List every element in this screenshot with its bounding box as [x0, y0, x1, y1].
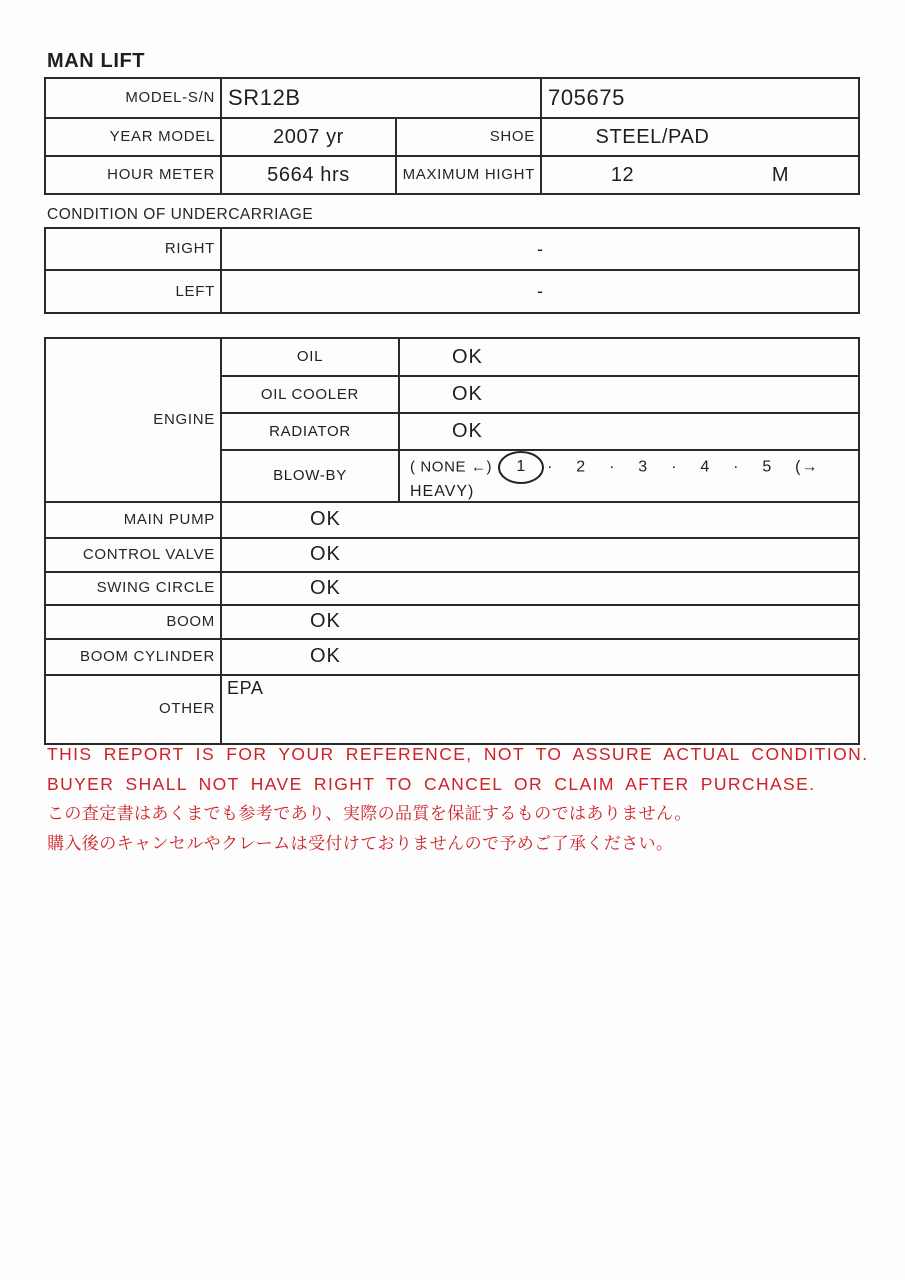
undercarriage-title: CONDITION OF UNDERCARRIAGE: [47, 206, 314, 223]
row-boom-cylinder: [45, 639, 859, 675]
engine-label: ENGINE: [45, 338, 221, 502]
undercarriage-row-left: [45, 270, 859, 313]
left-label: LEFT: [45, 270, 221, 313]
maximum-hight-label: MAXIMUM HIGHT: [396, 156, 541, 194]
model-value: SR12B: [221, 78, 541, 118]
row-boom: [45, 605, 859, 639]
row-other: [45, 675, 859, 744]
year-value: 2007 yr: [221, 118, 396, 156]
oil-label: OIL: [221, 338, 399, 376]
boom-label: BOOM: [45, 605, 221, 639]
boom-cylinder-label: BOOM CYLINDER: [45, 639, 221, 675]
right-value: -: [221, 228, 859, 270]
model-sn-label: MODEL-S/N: [45, 78, 221, 118]
oil-value: OK: [399, 338, 859, 376]
control-valve-label: CONTROL VALVE: [45, 538, 221, 572]
undercarriage-table: [44, 227, 860, 314]
undercarriage-row-right: [45, 228, 859, 270]
swing-circle-label: SWING CIRCLE: [45, 572, 221, 605]
page-title: MAN LIFT: [47, 50, 146, 72]
main-pump-value: OK: [221, 502, 859, 538]
radiator-value: OK: [399, 413, 859, 450]
height-value: 12: [610, 163, 635, 186]
disclaimer-line-3: この査定書はあくまでも参考であり、実際の品質を保証するものではありません。: [47, 804, 692, 823]
spec-row-hour: [45, 156, 859, 194]
blowby-selected-circle: 1: [498, 451, 544, 484]
main-pump-label: MAIN PUMP: [45, 502, 221, 538]
blowby-scale-rest: · 2 · 3 · 4 · 5 (→ HEAVY): [410, 458, 830, 500]
other-label: OTHER: [45, 675, 221, 744]
row-swing-circle: [45, 572, 859, 605]
radiator-label: RADIATOR: [221, 413, 399, 450]
swing-circle-value: OK: [221, 572, 859, 605]
blowby-label: BLOW-BY: [221, 450, 399, 502]
oil-cooler-value: OK: [399, 376, 859, 413]
hour-meter-label: HOUR METER: [45, 156, 221, 194]
spec-table: [44, 77, 860, 195]
left-value: -: [221, 270, 859, 313]
spec-row-year: [45, 118, 859, 156]
serial-value: 705675: [541, 78, 859, 118]
row-control-valve: [45, 538, 859, 572]
hour-value: 5664 hrs: [221, 156, 396, 194]
boom-value: OK: [221, 605, 859, 639]
disclaimer-line-4: 購入後のキャンセルやクレームは受付けておりませんので予めご了承ください。: [47, 834, 674, 853]
height-unit: M: [771, 163, 790, 186]
boom-cylinder-value: OK: [221, 639, 859, 675]
oil-cooler-label: OIL COOLER: [221, 376, 399, 413]
year-model-label: YEAR MODEL: [45, 118, 221, 156]
shoe-value: STEEL/PAD: [541, 118, 859, 156]
other-value: EPA: [221, 675, 859, 744]
shoe-label: SHOE: [396, 118, 541, 156]
disclaimer: [47, 739, 868, 859]
engine-row-oil: [45, 338, 859, 376]
inspection-table: [44, 337, 860, 745]
blowby-none-text: ( NONE ←): [410, 458, 493, 476]
right-label: RIGHT: [45, 228, 221, 270]
blowby-scale: [399, 450, 859, 502]
spec-row-model: [45, 78, 859, 118]
height-cell: [541, 156, 859, 194]
disclaimer-line-1: THIS REPORT IS FOR YOUR REFERENCE, NOT TO ASSURE ACTUAL CONDITION.: [47, 744, 869, 764]
row-main-pump: [45, 502, 859, 538]
control-valve-value: OK: [221, 538, 859, 572]
disclaimer-line-2: BUYER SHALL NOT HAVE RIGHT TO CANCEL OR CLAIM AFTER PURCHASE.: [47, 774, 816, 794]
